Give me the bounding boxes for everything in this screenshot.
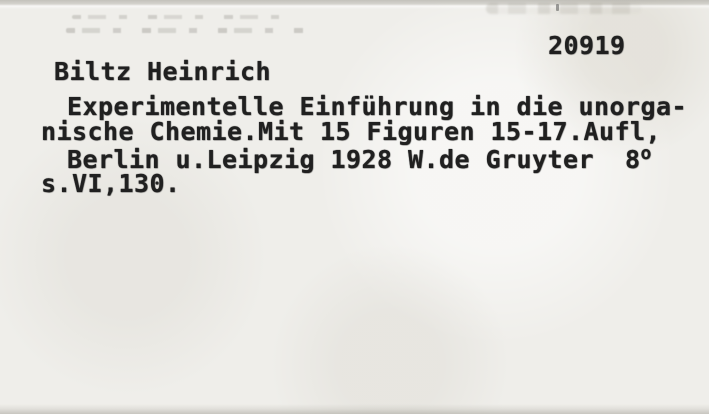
scan-edge-bottom: [0, 404, 709, 414]
erased-text-smudge: [486, 3, 642, 14]
catalog-number: 20919: [548, 31, 626, 60]
author-heading: Biltz Heinrich: [54, 57, 272, 86]
format-superscript: o: [640, 143, 652, 164]
stray-ink-tick: [556, 4, 559, 11]
imprint-text: Berlin u.Leipzig 1928 W.de Gruyter 8: [67, 145, 641, 174]
erased-text-row-2: [66, 28, 304, 33]
title-line-2: nische Chemie.Mit 15 Figuren 15-17.Aufl,: [41, 117, 662, 146]
erased-text-row-1: [72, 15, 282, 19]
pagination-line: s.VI,130.: [41, 169, 181, 198]
title-line-1: Experimentelle Einführung in die unorga-: [67, 92, 688, 121]
